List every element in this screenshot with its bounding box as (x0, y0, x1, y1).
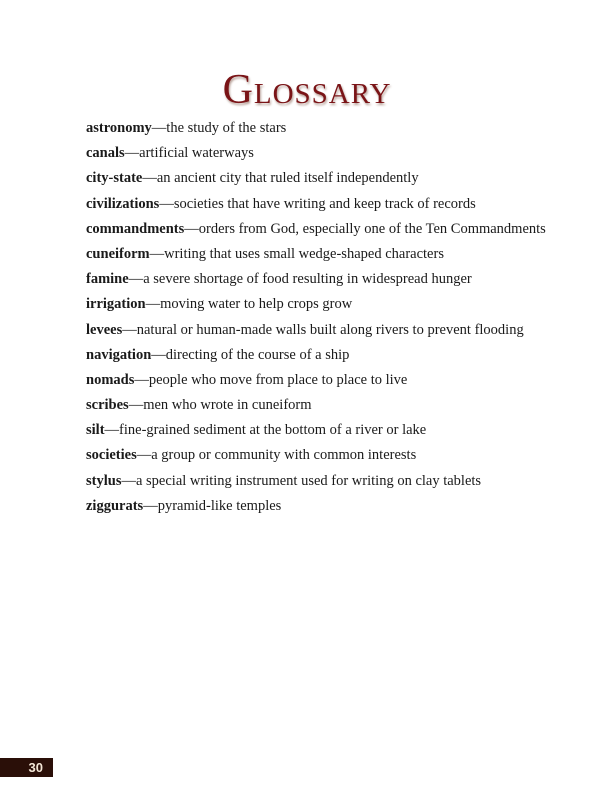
em-dash: — (149, 245, 165, 262)
em-dash: — (134, 371, 149, 388)
glossary-term: societies (86, 447, 137, 464)
glossary-term: irrigation (86, 296, 146, 313)
glossary-entry (86, 395, 586, 420)
glossary-entry (86, 118, 586, 143)
page-title: Glossary (222, 67, 392, 114)
glossary-entry (86, 294, 586, 319)
em-dash: — (128, 271, 144, 288)
glossary-definition: a special writing instrument used for writing on clay tablets (135, 472, 482, 489)
glossary-term: city-state (86, 170, 143, 187)
em-dash: — (151, 120, 167, 136)
glossary-entry (86, 219, 586, 244)
glossary-entry (86, 445, 586, 470)
em-dash: — (104, 422, 120, 439)
glossary-term: commandments (86, 220, 185, 237)
glossary-definition: people who move from place to place to live (148, 371, 408, 388)
glossary-definition: men who wrote in cuneiform (143, 397, 312, 414)
glossary-term: ziggurats (86, 497, 144, 514)
glossary-entry (86, 345, 586, 370)
em-dash: — (143, 497, 158, 514)
glossary-term: famine (86, 271, 129, 288)
glossary-definition: pyramid-like temples (157, 497, 282, 514)
em-dash: — (121, 472, 136, 489)
em-dash: — (128, 397, 144, 414)
glossary-entry (86, 269, 586, 294)
em-dash: — (136, 447, 152, 464)
glossary-entry (86, 420, 586, 445)
em-dash: — (122, 321, 137, 338)
glossary-definition: writing that uses small wedge-shaped characters (164, 245, 444, 262)
glossary-term: scribes (86, 397, 129, 414)
em-dash: — (145, 296, 161, 313)
glossary-definition: the study of the stars (166, 120, 287, 136)
glossary-term: canals (86, 145, 125, 162)
glossary-definition: societies that have writing and keep track of records (173, 195, 476, 212)
glossary-definition: an ancient city that ruled itself independently (156, 170, 419, 187)
glossary-entry (86, 471, 586, 496)
em-dash: — (151, 346, 166, 363)
glossary-entry (86, 194, 586, 219)
glossary-definition: a group or community with common interests (151, 447, 417, 464)
glossary-definition: directing of the course of a ship (165, 346, 350, 363)
em-dash: — (124, 145, 140, 162)
glossary-entry (86, 244, 586, 269)
em-dash: — (184, 220, 199, 237)
glossary-definition: moving water to help crops grow (160, 296, 353, 313)
glossary-term: navigation (86, 346, 152, 363)
glossary-term: cuneiform (86, 245, 150, 262)
em-dash: — (142, 170, 157, 187)
glossary-term: levees (86, 321, 123, 338)
glossary-entry (86, 496, 586, 521)
glossary-term: silt (86, 422, 105, 439)
em-dash: — (159, 195, 174, 212)
glossary-entry (86, 168, 586, 193)
glossary-list (86, 118, 586, 521)
glossary-term: nomads (86, 371, 135, 388)
glossary-entry (86, 143, 586, 168)
glossary-definition: a severe shortage of food resulting in widespread hunger (143, 271, 472, 288)
page-number: 30 (0, 758, 53, 777)
glossary-definition: orders from God, especially one of the Ten Commandments (198, 220, 546, 237)
glossary-entry (86, 370, 586, 395)
glossary-term: stylus (86, 472, 122, 489)
glossary-entry (86, 320, 586, 345)
glossary-term: civilizations (86, 195, 160, 212)
glossary-term: astronomy (86, 120, 152, 136)
glossary-definition: fine-grained sediment at the bottom of a river or lake (119, 422, 427, 439)
glossary-definition: artificial waterways (139, 145, 254, 162)
glossary-definition: natural or human-made walls built along rivers to prevent flooding (136, 321, 524, 338)
